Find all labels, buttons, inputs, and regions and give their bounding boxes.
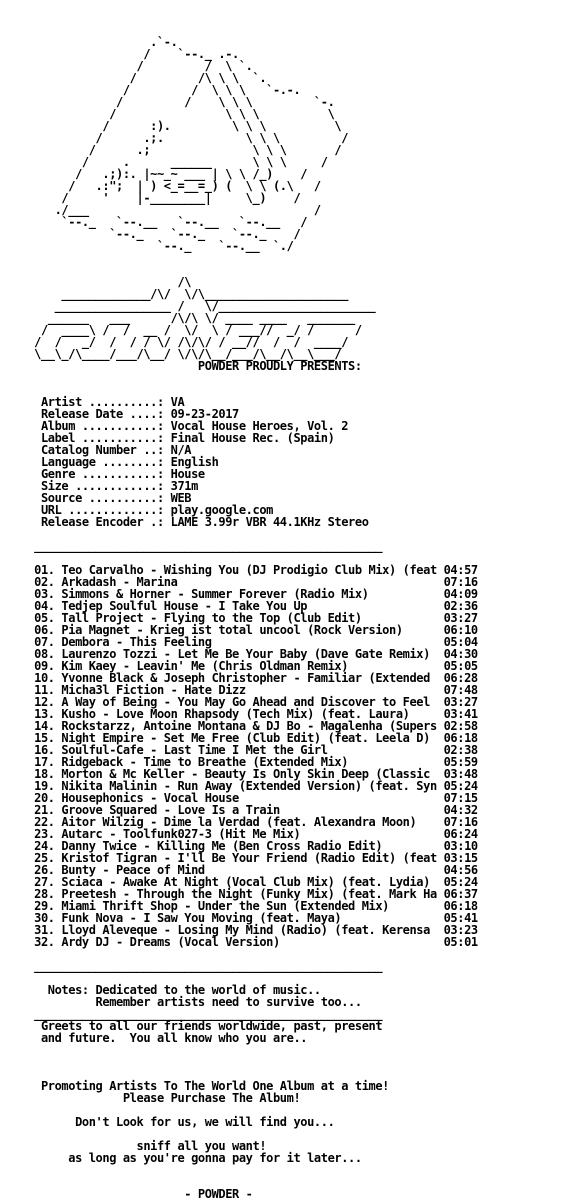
nfo-line xyxy=(0,1164,568,1176)
nfo-line: URL .............: play.google.com xyxy=(0,503,273,517)
nfo-line: 25. Kristof Tigran - I'll Be Your Friend (Radio Edit) (feat 03:15 xyxy=(0,851,478,865)
nfo-line: 10. Yvonne Black & Joseph Christopher - Familiar (Extended 06:28 xyxy=(0,671,478,685)
nfo-line: / .:"; | ) <_=__=_) ( \ \ (.\ / xyxy=(0,179,321,193)
nfo-line: 21. Groove Squared - Love Is a Train 04:32 xyxy=(0,803,478,817)
nfo-line: / :). \ \ \ \ xyxy=(0,119,342,133)
nfo-line: / `--._ .-. xyxy=(0,47,349,61)
nfo-line: / .;):. |~~_~ ___ | \ \ /_) / xyxy=(0,167,308,181)
nfo-line: `--._ `--.__ `--.__ `--.__ / xyxy=(0,215,308,229)
nfo-line: 05. Tall Project - Flying to the Top (Club Edit) 03:27 xyxy=(0,611,478,625)
nfo-line: Genre ...........: House xyxy=(0,467,205,481)
nfo-line: 06. Pia Magnet - Krieg ist total uncool (Rock Version) 06:10 xyxy=(0,623,478,637)
nfo-line: `--._ `--._ `--._ / xyxy=(0,227,301,241)
nfo-line: 19. Nikita Malinin - Run Away (Extended Version) (feat. Syn 05:24 xyxy=(0,779,478,793)
nfo-line: 26. Bunty - Peace of Mind 04:56 xyxy=(0,863,478,877)
nfo-line: 11. Micha3l Fiction - Hate Dizz 07:48 xyxy=(0,683,478,697)
nfo-line: / /\ \ \ `. xyxy=(0,71,335,85)
nfo-line: 18. Morton & Mc Keller - Beauty Is Only Skin Deep (Classic 03:48 xyxy=(0,767,478,781)
nfo-line: / / \ \ \ `-.-. xyxy=(0,83,335,97)
nfo-line: Album ...........: Vocal House Heroes, Vol. 2 xyxy=(0,419,349,433)
nfo-line: 14. Rockstarzz, Antoine Montana & DJ Bo - Magalenha (Supers 02:58 xyxy=(0,719,478,733)
nfo-line: ___________________________________________________ xyxy=(0,959,383,973)
nfo-line: Promoting Artists To The World One Album at a time! xyxy=(0,1079,390,1093)
nfo-line: Release Date ....: 09-23-2017 xyxy=(0,407,239,421)
nfo-line: Don't Look for us, we will find you... xyxy=(0,1115,335,1129)
nfo-line: 23. Autarc - Toolfunk027-3 (Hit Me Mix) 06:24 xyxy=(0,827,478,841)
nfo-line: Source ..........: WEB xyxy=(0,491,192,505)
nfo-line: Size ............: 371m xyxy=(0,479,198,493)
nfo-line: / ____\ / / __ / \/ \ / ___// _/ / / xyxy=(0,323,362,337)
nfo-line xyxy=(0,1044,568,1056)
nfo-line: 09. Kim Kaey - Leavin' Me (Chris Oldman Remix) 05:05 xyxy=(0,659,478,673)
nfo-line: 31. Lloyd Aleveque - Losing My Mind (Radio) (feat. Kerensa 03:23 xyxy=(0,923,478,937)
nfo-line: .`-. xyxy=(0,35,355,49)
nfo-line: Notes: Dedicated to the world of music.. xyxy=(0,983,321,997)
nfo-line xyxy=(0,252,568,264)
nfo-line: 01. Teo Carvalho - Wishing You (DJ Prodigio Club Mix) (feat 04:57 xyxy=(0,563,478,577)
nfo-line: _____________/\/ \/\_____________________ xyxy=(0,287,349,301)
nfo-line xyxy=(0,372,568,384)
nfo-line: / .;. \ \ \ / xyxy=(0,131,349,145)
nfo-line: 29. Miami Thrift Shop - Under the Sun (Extended Mix) 06:18 xyxy=(0,899,478,913)
nfo-line: 15. Night Empire - Set Me Free (Club Edit) (feat. Leela D) 06:18 xyxy=(0,731,478,745)
nfo-line: / \ \ \ \ xyxy=(0,107,335,121)
nfo-line: 24. Danny Twice - Killing Me (Ben Cross Radio Edit) 03:10 xyxy=(0,839,478,853)
nfo-line: and future. You all know who you are.. xyxy=(0,1031,308,1045)
nfo-line: Artist ..........: VA xyxy=(0,395,185,409)
nfo-line: 07. Dembora - This Feeling 05:04 xyxy=(0,635,478,649)
nfo-line: Label ...........: Final House Rec. (Spain) xyxy=(0,431,335,445)
nfo-line: `--._ `--.__ `./ xyxy=(0,239,294,253)
nfo-line: / ' |-________| \_) / xyxy=(0,191,301,205)
nfo-line: 27. Sciaca - Awake At Night (Vocal Club Mix) (feat. Lydia) 05:24 xyxy=(0,875,478,889)
nfo-line: _________________ / \/_______________________ xyxy=(0,299,376,313)
nfo-line: 13. Kusho - Love Moon Rhapsody (Tech Mix) (feat. Laura) 03:41 xyxy=(0,707,478,721)
nfo-line xyxy=(0,0,568,12)
nfo-line: 28. Preetesh - Through the Night (Funky Mix) (feat. Mark Ha 06:37 xyxy=(0,887,478,901)
nfo-line: - POWDER - xyxy=(0,1187,253,1201)
nfo-line: ___________________________________________________ xyxy=(0,1007,383,1021)
nfo-line: 30. Funk Nova - I Saw You Moving (feat. Maya) 05:41 xyxy=(0,911,478,925)
nfo-line: 03. Simmons & Horner - Summer Forever (Radio Mix) 04:09 xyxy=(0,587,478,601)
nfo-line: ___________________________________________________ xyxy=(0,539,383,553)
nfo-line: / / \ `. xyxy=(0,59,342,73)
nfo-line: / / \ \ \ `-. xyxy=(0,95,335,109)
nfo-line: 22. Aitor Wilzig - Dime la Verdad (feat. Alexandra Moon) 07:16 xyxy=(0,815,478,829)
nfo-line: 02. Arkadash - Marina 07:16 xyxy=(0,575,478,589)
nfo-line: Language ........: English xyxy=(0,455,219,469)
nfo-line: 17. Ridgeback - Time to Breathe (Extended Mix) 05:59 xyxy=(0,755,478,769)
nfo-line: ./___ / xyxy=(0,203,321,217)
nfo-line: 04. Tedjep Soulful House - I Take You Up 02:36 xyxy=(0,599,478,613)
nfo-line: \__\_/\____/___/\__/ \/\/\__/___/\__/\__\___/ xyxy=(0,347,342,361)
nfo-line: / . ______ \ \ \ / xyxy=(0,155,328,169)
nfo-line: POWDER PROUDLY PRESENTS: xyxy=(0,359,362,373)
nfo-line: 08. Laurenzo Tozzi - Let Me Be Your Baby (Dave Gate Remix) 04:30 xyxy=(0,647,478,661)
nfo-line: Remember artists need to survive too... xyxy=(0,995,362,1009)
nfo-line xyxy=(0,12,568,24)
nfo-line: sniff all you want! xyxy=(0,1139,267,1153)
nfo-line: 12. A Way of Being - You May Go Ahead and Discover to Feel 03:27 xyxy=(0,695,478,709)
nfo-line: / / _/ / / / \/ /\/\/ / __// / / ____/ xyxy=(0,335,349,349)
nfo-line: ______ ___ /\/\ \/ ____ ____ _______ xyxy=(0,311,355,325)
nfo-line: Catalog Number ..: N/A xyxy=(0,443,192,457)
nfo-line xyxy=(0,1056,568,1068)
nfo-line: as long as you're gonna pay for it later... xyxy=(0,1151,362,1165)
nfo-line: /\ xyxy=(0,275,192,289)
nfo-line: 20. Housephonics - Vocal House 07:15 xyxy=(0,791,478,805)
nfo-line: Greets to all our friends worldwide, past, present xyxy=(0,1019,383,1033)
nfo-line: 16. Soulful-Cafe - Last Time I Met the Girl 02:38 xyxy=(0,743,478,757)
nfo-line: / .; \ \ \ / xyxy=(0,143,342,157)
nfo-line: 32. Ardy DJ - Dreams (Vocal Version) 05:01 xyxy=(0,935,478,949)
nfo-line: Release Encoder .: LAME 3.99r VBR 44.1KHz Stereo xyxy=(0,515,369,529)
nfo-line: Please Purchase The Album! xyxy=(0,1091,301,1105)
